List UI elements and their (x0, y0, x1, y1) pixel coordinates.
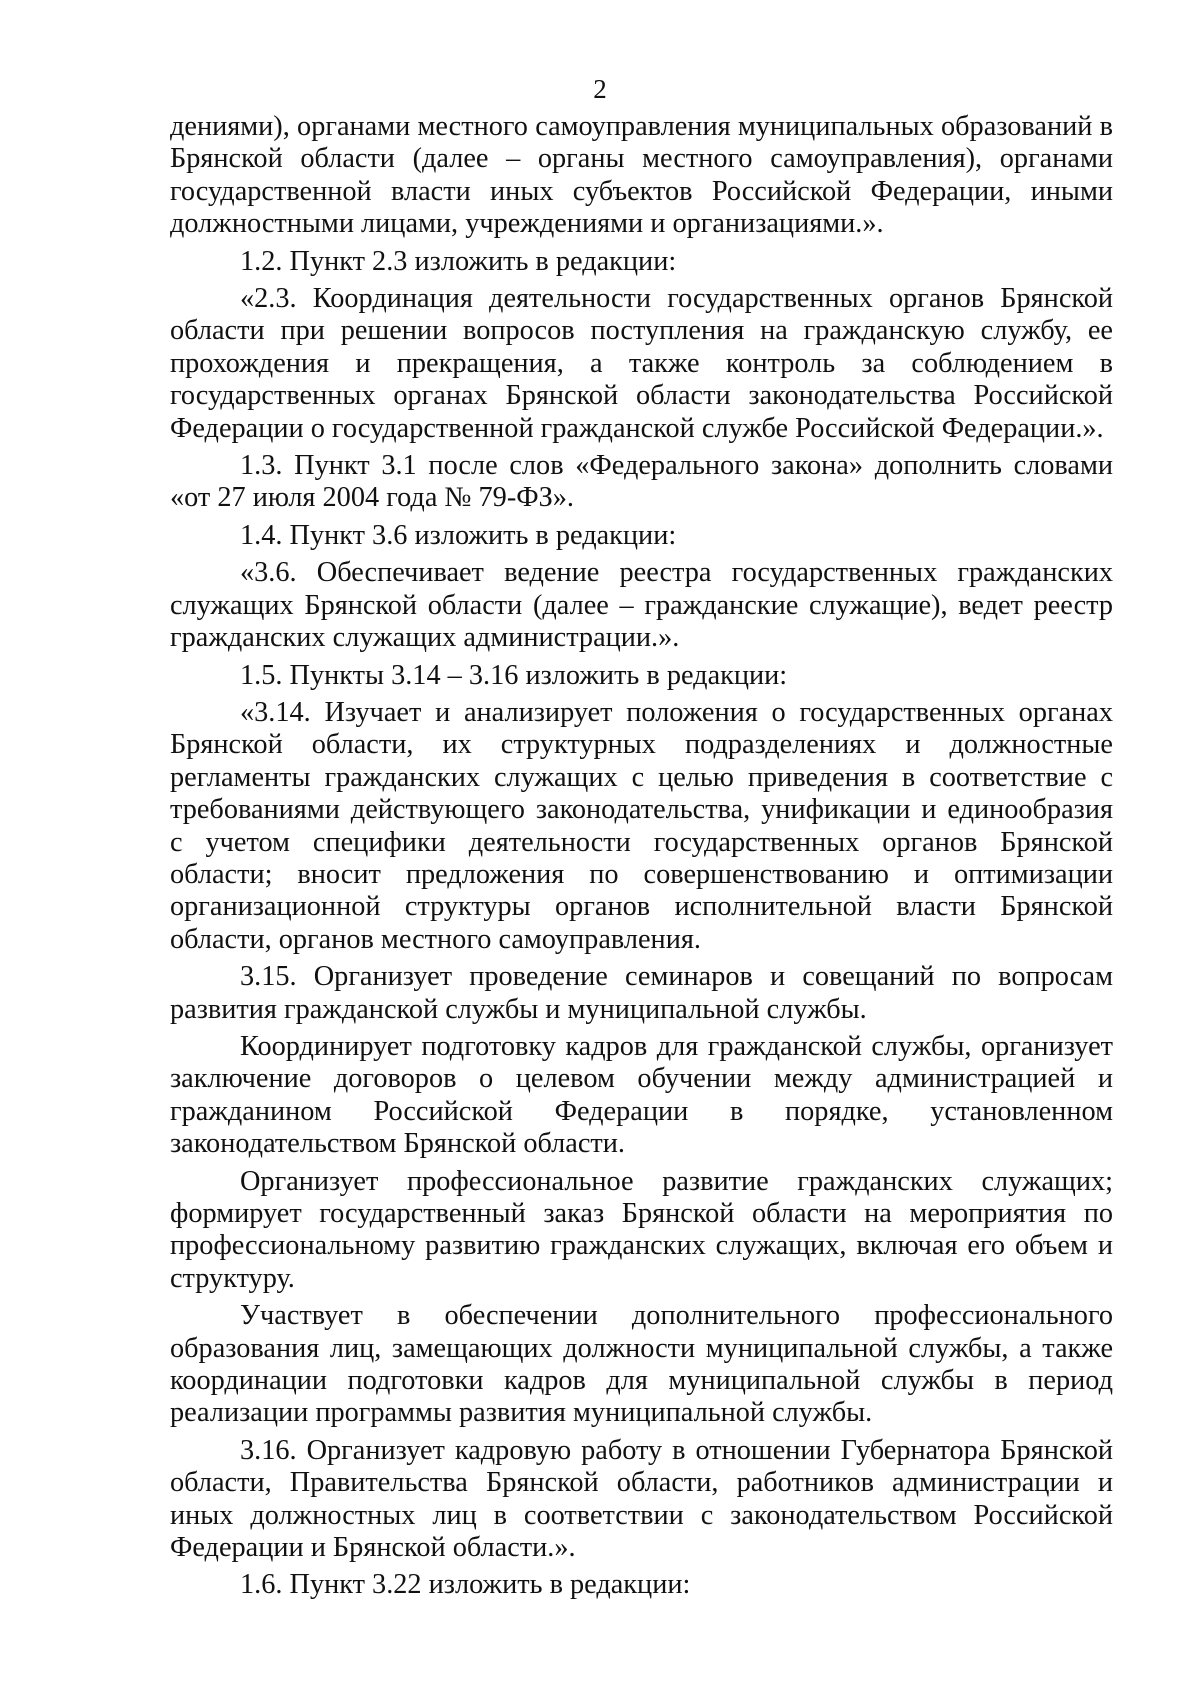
paragraph-item-1-5: 1.5. Пункты 3.14 – 3.16 изложить в редакции: (240, 659, 788, 691)
paragraph-municipal-education: Участвует в обеспечении дополнительного профессионального образования лиц, замещающих должности муниципальной службы, а также координации подготовки кадров для муниципальной службы в период реализации программы развития муниципальной службы. (170, 1300, 1113, 1429)
paragraph-item-3-15: 3.15. Организует проведение семинаров и совещаний по вопросам развития гражданской службы и муниципальной службы. (170, 961, 1113, 1025)
paragraph-item-1-4: 1.4. Пункт 3.6 изложить в редакции: (240, 519, 677, 551)
paragraph-quote-3-14: «3.14. Изучает и анализирует положения о государственных органах Брянской области, их структурных подразделениях и должностные регламенты гражданских служащих с целью приведения в соответствие с требованиями действующего законодательства, унификации и единообразия с учетом специфики деятельности государственных органов Брянской области; вносит предложения по совершенствованию и оптимизации организационной структуры органов исполнительной власти Брянской области, органов местного самоуправления. (170, 696, 1113, 955)
paragraph-training: Координирует подготовку кадров для гражданской службы, организует заключение договоров о целевом обучении между администрацией и гражданином Российской Федерации в порядке, установленном законодательством Брянской области. (170, 1030, 1113, 1160)
page-number: 2 (593, 74, 607, 104)
paragraph-item-1-3: 1.3. Пункт 3.1 после слов «Федерального закона» дополнить словами «от 27 июля 2004 года № 79-ФЗ». (170, 450, 1113, 514)
paragraph-professional-development: Организует профессиональное развитие гражданских служащих; формирует государственный заказ Брянской области на мероприятия по профессиональному развитию гражданских служащих, включая его объем и структуру. (170, 1165, 1113, 1294)
paragraph-continuation: дениями), органами местного самоуправления муниципальных образований в Брянской области (далее – органы местного самоуправления), органами государственной власти иных субъектов Российской Федерации, иными должностными лицами, учреждениями и организациями.». (170, 111, 1113, 240)
document-body (170, 111, 1113, 1602)
paragraph-item-1-2: 1.2. Пункт 2.3 изложить в редакции: (240, 245, 677, 277)
paragraph-quote-3-6: «3.6. Обеспечивает ведение реестра государственных гражданских служащих Брянской области (далее – гражданские служащие), ведет реестр гражданских служащих администрации.». (170, 557, 1113, 654)
paragraph-item-1-6: 1.6. Пункт 3.22 изложить в редакции: (240, 1569, 691, 1601)
paragraph-item-3-16: 3.16. Организует кадровую работу в отношении Губернатора Брянской области, Правительства Брянской области, работников администрации и иных должностных лиц в соответствии с законодательством Российской Федерации и Брянской области.». (170, 1434, 1113, 1564)
paragraph-quote-2-3: «2.3. Координация деятельности государственных органов Брянской области при решении вопросов поступления на гражданскую службу, ее прохождения и прекращения, а также контроль за соблюдением в государственных органах Брянской области законодательства Российской Федерации о государственной гражданской службе Российской Федерации.». (170, 283, 1113, 444)
